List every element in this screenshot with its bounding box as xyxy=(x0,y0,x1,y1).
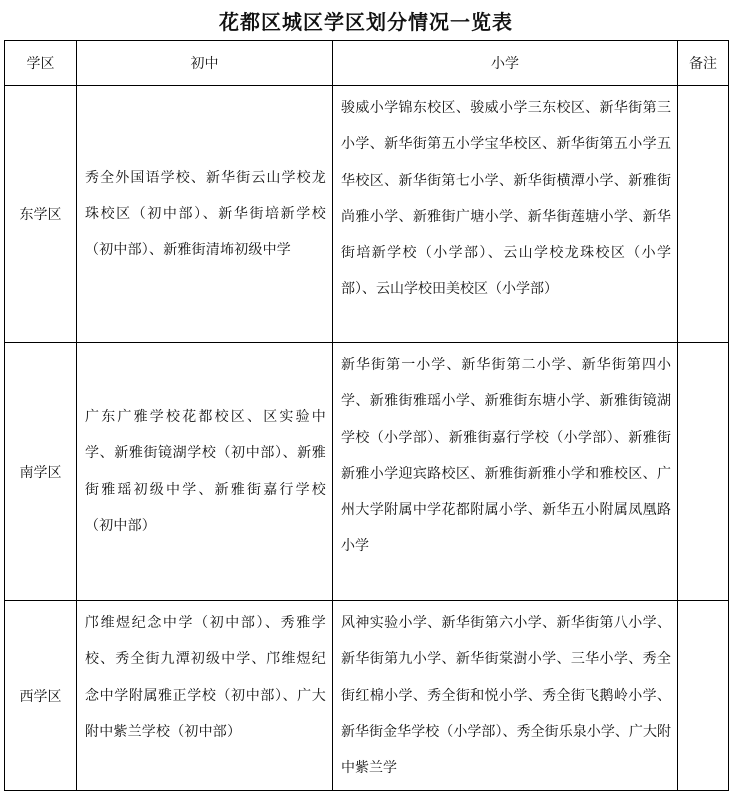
table-row xyxy=(5,86,729,343)
zone-cell: 东学区 xyxy=(5,86,77,343)
primary-school-list: 新华街第一小学、新华街第二小学、新华街第四小学、新雅街雅瑶小学、新雅街东塘小学、新雅街镜湖学校（小学部）、新雅街嘉行学校（小学部）、新雅街新雅小学迎宾路校区、新雅街新雅小学和雅校区、广州大学附属中学花都附属小学、新华五小附属凤凰路小学 xyxy=(341,357,671,555)
header-zone: 学区 xyxy=(5,41,77,86)
remarks-cell xyxy=(678,601,729,791)
middle-school-cell xyxy=(77,601,333,791)
header-remarks: 备注 xyxy=(678,41,729,86)
header-primary-school: 小学 xyxy=(333,41,678,86)
primary-school-list: 风神实验小学、新华街第六小学、新华街第八小学、新华街第九小学、新华街棠澍小学、三华小学、秀全街红棉小学、秀全街和悦小学、秀全街飞鹅岭小学、新华街金华学校（小学部）、秀全街乐泉小学、广大附中紫兰学 xyxy=(341,615,671,777)
middle-school-cell xyxy=(77,343,333,601)
primary-school-cell xyxy=(333,343,678,601)
remarks-cell xyxy=(678,86,729,343)
table-row xyxy=(5,343,729,601)
header-row xyxy=(5,41,729,86)
page-title: 花都区城区学区划分情况一览表 xyxy=(219,10,513,34)
middle-school-list: 广东广雅学校花都校区、区实验中学、新雅街镜湖学校（初中部）、新雅街雅瑶初级中学、新雅街嘉行学校（初中部） xyxy=(85,408,326,534)
primary-school-cell xyxy=(333,601,678,791)
primary-school-list: 骏威小学锦东校区、骏威小学三东校区、新华街第三小学、新华街第五小学宝华校区、新华街第五小学五华校区、新华街第七小学、新华街横潭小学、新雅街尚雅小学、新雅街广塘小学、新华街莲塘小学、新华街培新学校（小学部）、云山学校龙珠校区（小学部）、云山学校田美校区（小学部） xyxy=(341,100,671,298)
zone-cell: 西学区 xyxy=(5,601,77,791)
header-middle-school: 初中 xyxy=(77,41,333,86)
remarks-cell xyxy=(678,343,729,601)
middle-school-list: 邝维煜纪念中学（初中部）、秀雅学校、秀全街九潭初级中学、邝维煜纪念中学附属雅正学校（初中部）、广大附中紫兰学校（初中部） xyxy=(85,615,326,740)
zone-cell: 南学区 xyxy=(5,343,77,601)
table-row xyxy=(5,601,729,791)
school-district-table xyxy=(4,40,729,791)
middle-school-cell xyxy=(77,86,333,343)
middle-school-list: 秀全外国语学校、新华街云山学校龙珠校区（初中部）、新华街培新学校（初中部）、新雅街清㘵初级中学 xyxy=(85,169,326,259)
primary-school-cell xyxy=(333,86,678,343)
